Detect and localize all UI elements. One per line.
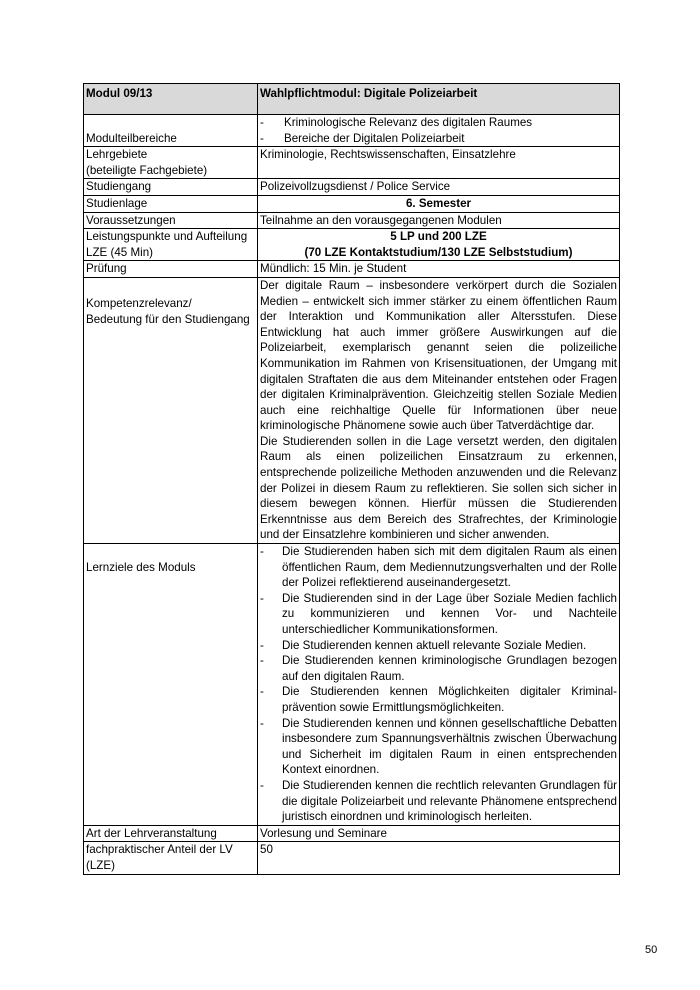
row-lehrveranstaltung [84,825,620,842]
label-line: Lehrgebiete [86,148,148,162]
label-line: fachpraktischer Anteil der LV [86,843,233,857]
label-line: (beteiligte Fachgebiete) [86,163,208,177]
label-modulteilbereiche: Modulteilbereiche [84,115,258,147]
row-voraussetzungen [84,212,620,229]
label-voraussetzungen: Voraussetzungen [84,212,258,229]
value-studienlage: 6. Semester [258,195,620,212]
label-studiengang: Studiengang [84,179,258,196]
module-title: Wahlpflichtmodul: Digitale Polizeiarbeit [258,84,620,115]
label-lehrveranstaltung: Art der Lehrveranstaltung [84,825,258,842]
value-studiengang: Polizeivollzugsdienst / Police Service [258,179,620,196]
lernziele-list [260,544,617,825]
list-item: - Die Studierenden sind in der Lage über Soziale Medien fachlich zu kommunizieren und kennen Vor- und Nachteile unterschiedlicher Kommunikationsformen. [260,591,617,638]
label-fachpraktisch [84,842,258,874]
label-pruefung: Prüfung [84,261,258,278]
value-leistungspunkte [258,229,620,261]
row-studiengang [84,179,620,196]
list-item: - Die Studierenden kennen und können gesellschaftliche Debatten insbesondere zum Spannungsverhältnis zwischen Überwachung und Sicherheit im digitalen Raum in einen entsprechenden Kontext einordnen. [260,716,617,778]
kompetenz-paragraph-2: Die Studierenden sollen in die Lage versetzt werden, den digitalen Raum als einen polizeilichen Einsatzraum zu erkennen, entsprechende polizeiliche Methoden anzuwenden und die Relevanz der Polizei in diesem Raum zu reflektieren. Sie sollen sich sicher in diesem bewegen können. Hierfür müssen die Studierenden Erkenntnisse aus dem Bereich des Strafrechtes, der Kriminologie und der Einsatzlehre kombinieren und sicher anwenden. [260,434,617,542]
list-item: - Die Studierenden kennen kriminologische Grundlagen bezogen auf den digitalen Raum. [260,653,617,684]
page-number: 50 [645,944,658,956]
label-kompetenzrelevanz [84,277,258,543]
row-fachpraktisch [84,842,620,874]
kompetenz-paragraph-1: Der digitale Raum – insbesondere verkörpert durch die Sozialen Medien – entwickelt sich immer stärker zu einem öffentlichen Raum der Interaktion und Kommunikation aller Altersstufen. Diese Entwicklung hat auch immer größere Auswirkungen auf die Polizeiarbeit, exemplarisch genannt seien die polizeiliche Kommunikation im Rahmen von Krisensituationen, der Umgang mit digitalen Straftaten die aus dem Miteinander entstehen oder Fragen der digitalen Kriminalprävention. Gleichzeitig stellen Soziale Medien auch eine reichhaltige Quelle für Informationen über neue kriminologische Phänomene sowie auch über Tatverdächtige dar. [260,278,617,433]
module-code: Modul 09/13 [84,84,258,115]
value-kompetenzrelevanz [258,277,620,543]
label-studienlage: Studienlage [84,195,258,212]
label-line: Kompetenzrelevanz/ [86,296,192,310]
value-modulteilbereiche [258,115,620,147]
label-line: Bedeutung für den Studiengang [86,312,250,326]
label-line: Leistungspunkte und Aufteilung [86,230,248,244]
row-leistungspunkte [84,229,620,261]
value-fachpraktisch: 50 [258,842,620,874]
label-leistungspunkte [84,229,258,261]
label-line: LZE (45 Min) [86,245,154,259]
module-description-table [83,83,620,875]
label-line: (LZE) [86,858,115,872]
list-item: - Kriminologische Relevanz des digitalen Raumes [260,115,617,131]
value-lehrgebiete: Kriminologie, Rechtswissenschaften, Einsatzlehre [258,147,620,179]
value-line: (70 LZE Kontaktstudium/130 LZE Selbststudium) [304,245,573,259]
row-lernziele [84,544,620,826]
row-lehrgebiete [84,147,620,179]
list-item: - Die Studierenden kennen aktuell relevante Soziale Medien. [260,638,617,654]
row-studienlage [84,195,620,212]
value-pruefung: Mündlich: 15 Min. je Student [258,261,620,278]
list-item: - Die Studierenden kennen Möglichkeiten digitaler Kriminal-prävention sowie Ermittlungsmöglichkeiten. [260,684,617,715]
row-kompetenzrelevanz [84,277,620,543]
list-item: - Die Studierenden kennen die rechtlich relevanten Grundlagen für die digitale Polizeiarbeit und relevante Phänomene entsprechend juristisch einordnen und kriminologisch herleiten. [260,778,617,825]
teilbereiche-list [260,115,617,146]
list-item: - Bereiche der Digitalen Polizeiarbeit [260,131,617,147]
module-header-row [84,84,620,115]
list-item: - Die Studierenden haben sich mit dem digitalen Raum als einen öffentlichen Raum, dem Mediennutzungsverhalten und der Rolle der Polizei reflektierend auseinandergesetzt. [260,544,617,591]
label-lernziele: Lernziele des Moduls [84,544,258,826]
value-voraussetzungen: Teilnahme an den vorausgegangenen Modulen [258,212,620,229]
value-lehrveranstaltung: Vorlesung und Seminare [258,825,620,842]
label-lehrgebiete [84,147,258,179]
value-line: 5 LP und 200 LZE [390,230,487,244]
row-modulteilbereiche [84,115,620,147]
row-pruefung [84,261,620,278]
value-lernziele [258,544,620,826]
